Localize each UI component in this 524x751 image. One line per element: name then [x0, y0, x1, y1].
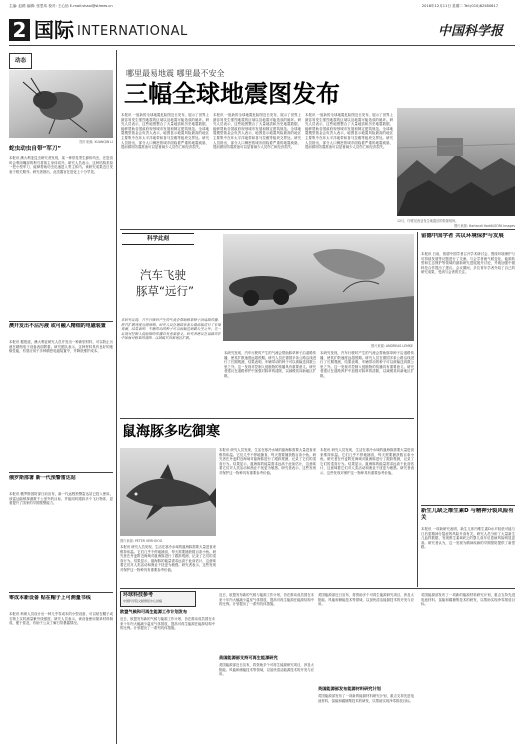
right-divider [421, 505, 515, 506]
left-story1-title: 蛇虫动虫自带“军刀” [9, 146, 62, 152]
mid-body-col1: 本研究发现，汽车行驶时产生的气流会帮助豚草种子沿道路传播，使其扩散速度远超预期。研究人员在德国多条公路沿线进行了长期观测，结果表明，车辆带动的种子可以被输送到数公里之外。这一发现对控制入侵植物的传播具有重要意义。研究者建议在道路养护中加强对豚草的清除，以减缓其向新地区扩散。 [121, 318, 221, 341]
bottom-item3-body: 英国能源部发布了一项新的能源材料研究计划，重点支持先进电池材料、氢能和碳捕集技术的研发，以帮助实现净零排放目标。 [318, 694, 414, 703]
left-divider-3 [9, 592, 113, 593]
dolphin-body-under-photo: 本报讯 研究人员发现，生活在寒冷水域的鼠海豚需要大量进食来维持体温。它们几乎不停地捕食，每天需要捕获数百条小鱼。研究者在丹麦附近海域对鼠海豚进行了跟踪观测，记录了它们的觅食行为。结果显示，鼠海豚的能量需求远高于此前估计，这意味着它们对人类活动和渔业干扰更为敏感。研究者表示，这些发现对保护这一物种具有重要参考价值。 [120, 545, 216, 572]
bottom-box-header [120, 591, 196, 607]
bottom-item1-body-cont: 近日，欧盟发布新的气候与能源工作计划，旨在推动成员国在未来十年内大幅减少温室气体排放，提高可再生能源在能源结构中的比例。计划提出了一系列具体措施。 [219, 593, 314, 607]
bottom-box-title: 环球科技参考 [123, 592, 154, 598]
dolphin-body-col2: 本报讯 研究人员发现，生活在寒冷水域的鼠海豚需要大量进食来维持体温。它们几乎不停地捕食，每天需要捕获数百条小鱼。研究者在丹麦附近海域对鼠海豚进行了跟踪观测，记录了它们的觅食行为。结果显示，鼠海豚的能量需求远高于此前估计，这意味着它们对人类活动和渔业干扰更为敏感。研究者表示，这些发现对保护这一物种具有重要参考价值。 [320, 448, 414, 475]
top-body-col3: 本报讯 一组新的全球地震危险图近日发布，展示了世界上最容易发生强烈地震的区域以及地震可能造成的破坏。研究人员表示，这些地图整合了大量地质和历史地震数据，能够帮助各国政府规划城市发展和制定建筑规范。全球地震模型基金会负责人表示，地图显示地震风险最高的地区主要集中在环太平洋地带和喜马拉雅等板块交界处。研究人员指出，部分人口稠密的城市面临着严重的地震威胁，提前做好防震准备可以显著减少人员伤亡和经济损失。 [305, 113, 393, 150]
page-number: 2 [12, 18, 27, 42]
masthead-meta-right: 2018年12月11日 星期二 Tel:(010)62580617 [421, 4, 498, 8]
bottom-box-sub: 中国科学院文献情报中心供稿 [123, 599, 163, 603]
top-photo-rubble [397, 108, 515, 216]
left-story1-body: 本报讯 澳大利亚昆虫研究者发现，某一种常见寄生蜂的幼虫，在进食时会利用嘴部的利刃将宿主身体切开。研究人员表示，这种结构类似一把小型军刀，能够帮助幼虫迅速进入寄主体内。该研究成果近日发表于相关期刊。研究者指出，此类器官在进化上十分罕见。 [9, 156, 113, 174]
dolphin-photo-credit: 图片来源: PETER VERHOOG [120, 539, 163, 543]
quote-line-1: 汽车飞驶 [140, 268, 186, 282]
top-body-col1: 本报讯 一组新的全球地震危险图近日发布，展示了世界上最容易发生强烈地震的区域以及地震可能造成的破坏。研究人员表示，这些地图整合了大量地质和历史地震数据，能够帮助各国政府规划城市发展和制定建筑规范。全球地震模型基金会负责人表示，地图显示地震风险最高的地区主要集中在环太平洋地带和喜马拉雅等板块交界处。研究人员指出，部分人口稠密的城市面临着严重的地震威胁，提前做好防震准备可以显著减少人员伤亡和经济损失。 [121, 113, 209, 150]
science-moment-label-text: 科学此刻 [146, 236, 169, 242]
left-story2-body: 本报讯 据报道，澳大利亚研究人员开发出一种新型材料，可以防止污液在精细电子设备表面附着。研究团队表示，这种材料具有良好的绝缘性能，有望应用于多种精密电磁装置中，并降低维护成本。 [9, 340, 113, 354]
mid-photo-credit: 图片来源: ANDREAS LEMKE [371, 344, 413, 348]
dongtai-box [9, 53, 32, 69]
top-feature-bottom-rule [120, 229, 515, 230]
left-story4-title: 零成本新设备 贴在帽子上可测量书线 [9, 595, 91, 601]
bottom-item3-title: 英国能源部发布能源材料研究计划 [318, 686, 381, 691]
paper-name: 中国科学报 [438, 24, 504, 39]
bottom-item2-body: 美国能源部近日宣布，将资助多个可再生能源研究项目，涉及太阳能、风能和储能技术等领域，以加快清洁能源技术的开发与应用。 [219, 663, 314, 677]
science-moment-label [122, 233, 194, 245]
bottom-item1-body: 近日，欧盟发布新的气候与能源工作计划，旨在推动成员国在未来十年内大幅减少温室气体排放，提高可再生能源在能源结构中的比例。计划提出了一系列具体措施。 [120, 617, 215, 631]
bottom-item3-body-cont: 英国能源部发布了一项新的能源材料研究计划，重点支持先进电池材料、氢能和碳捕集技术的研发，以帮助实现净零排放目标。 [421, 593, 515, 607]
left-photo-credit: 图片来源: XUANQIN LI [79, 140, 113, 144]
bottom-item2-title: 美国能源部支持可再生能源研究 [219, 655, 278, 660]
mid-photo-road [223, 234, 414, 341]
left-story3-title: 俄罗斯部署 新一代预警雷达站 [9, 475, 76, 481]
dolphin-body-col1: 本报讯 研究人员发现，生活在寒冷水域的鼠海豚需要大量进食来维持体温。它们几乎不停地捕食，每天需要捕获数百条小鱼。研究者在丹麦附近海域对鼠海豚进行了跟踪观测，记录了它们的觅食行为。结果显示，鼠海豚的能量需求远高于此前估计，这意味着它们对人类活动和渔业干扰更为敏感。研究者表示，这些发现对保护这一物种具有重要参考价值。 [219, 448, 316, 475]
section-title-cn: 国际 [34, 18, 74, 42]
dolphin-headline: 鼠海豚多吃御寒 [122, 424, 220, 440]
left-divider-1 [9, 321, 113, 322]
mid-body-col3: 本研究发现，汽车行驶时产生的气流会帮助豚草种子沿道路传播，使其扩散速度远超预期。研究人员在德国多条公路沿线进行了长期观测，结果表明，车辆带动的种子可以被输送到数公里之外。这一发现对控制入侵植物的传播具有重要意义。研究者建议在道路养护中加强对豚草的清除，以减缓其向新地区扩散。 [320, 351, 414, 378]
mid-bottom-rule [120, 418, 414, 419]
left-column-rule [116, 50, 117, 744]
dolphin-photo [120, 448, 216, 536]
page-number-box [9, 19, 30, 41]
left-divider-2 [9, 472, 113, 473]
left-story4-body: 本报讯 科研人员设计出一种几乎零成本的小型设备，可以贴在帽子或衣物上实时测量紫外线强度。研究人员表示，该设备使用简单材料制成，便于普及，有助于公众了解日常暴露情况。 [9, 612, 113, 626]
top-body-col2: 本报讯 一组新的全球地震危险图近日发布，展示了世界上最容易发生强烈地震的区域以及地震可能造成的破坏。研究人员表示，这些地图整合了大量地质和历史地震数据，能够帮助各国政府规划城市发展和制定建筑规范。全球地震模型基金会负责人表示，地图显示地震风险最高的地区主要集中在环太平洋地带和喜马拉雅等板块交界处。研究人员指出，部分人口稠密的城市面临着严重的地震威胁，提前做好防震准备可以显著减少人员伤亡和经济损失。 [213, 113, 301, 150]
top-photo-caption: 12月，印度尼西亚发生地震后的救援现场。 [397, 219, 459, 223]
right-story1-title: 留德中国学者 共议环境保护与发展 [421, 233, 504, 239]
bottom-item1-title: 欧盟气候和可再生能源工作计划发布 [120, 609, 188, 614]
right-story2-body: 本报讯 一项新研究表明，新生儿体内维生素D水平较低可能与日后患精神分裂症的风险升高有关。研究人员分析了大量新生儿血样数据，发现维生素D缺乏的婴儿成年后患病风险明显更高。研究者认为，这一发现为精神疾病的早期预防提供了新思路。 [421, 527, 515, 550]
masthead-meta-left: 主编: 赵路 编辑: 张思玮 校对: 王心怡 E-mail:shaoi@stimes.cn [9, 4, 113, 8]
right-story2-title: 新生儿缺乏维生素D 与精神分裂风险有关 [421, 508, 514, 521]
mid-body-col2: 本研究发现，汽车行驶时产生的气流会帮助豚草种子沿道路传播，使其扩散速度远超预期。研究人员在德国多条公路沿线进行了长期观测，结果表明，车辆带动的种子可以被输送到数公里之外。这一发现对控制入侵植物的传播具有重要意义。研究者建议在道路养护中加强对豚草的清除，以减缓其向新地区扩散。 [224, 351, 316, 378]
right-story1-body: 本报讯 日前，旅德中国学者召开学术研讨会，围绕环境保护与可持续发展等议题进行了交流。与会学者就气候变化、能源转型和生态保护等领域的最新研究进展展开讨论，并就加强中德科技合作提出了建议。会议期间，多位青年学者介绍了自己的研究成果，受到与会者的关注。 [421, 252, 515, 275]
quote-line-2: 豚草“远行” [136, 284, 194, 298]
section-title-en: INTERNATIONAL [77, 24, 188, 39]
top-photo-credit: 图片来源: Hartandi Haditi/SOFA Images [453, 224, 515, 228]
dongtai-label: 动态 [14, 58, 26, 64]
bottom-item2-body-cont: 美国能源部近日宣布，将资助多个可再生能源研究项目，涉及太阳能、风能和储能技术等领域，以加快清洁能源技术的开发与应用。 [318, 593, 414, 607]
left-photo-insect [9, 70, 113, 138]
middle-right-rule [417, 232, 418, 587]
masthead-rule [9, 45, 515, 46]
top-headline: 三幅全球地震图发布 [124, 80, 340, 108]
left-story2-title: 澳开发出不沾污液 或可融入精细的电磁装置 [9, 323, 106, 329]
left-story3-body: 本报讯 俄罗斯国防部日前宣布，新一代远程预警雷达站已投入使用。该雷达能够探测数千公里外的目标，并能同时跟踪多个飞行物体，显著提升了国家的早期预警能力。 [9, 492, 113, 506]
top-kicker: 哪里最易地震 哪里最不安全 [126, 69, 225, 78]
bottom-section-rule [120, 588, 515, 589]
